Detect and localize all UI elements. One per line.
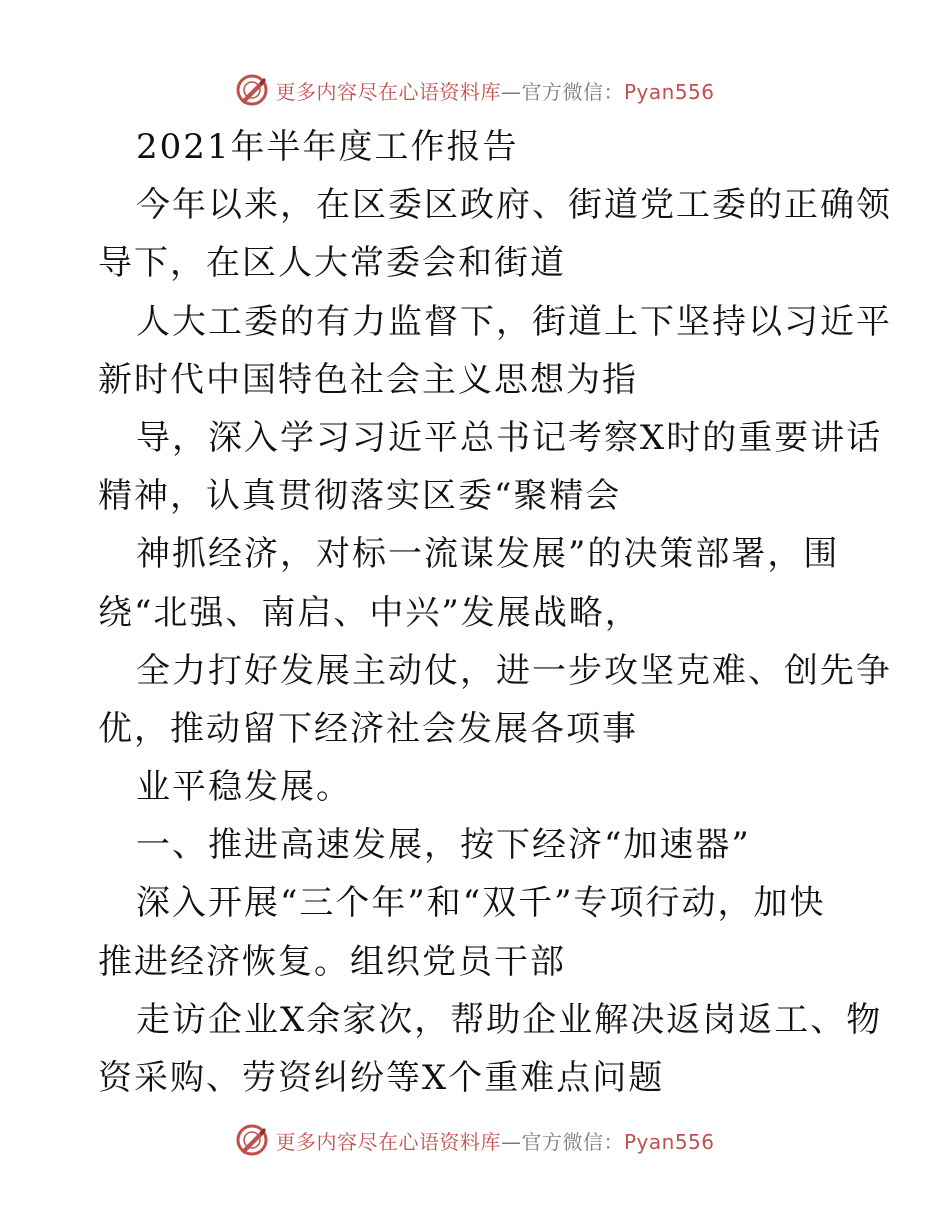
text-line: 人大工委的有力监督下，街道上下坚持以习近平: [136, 301, 892, 342]
text-line: 优，推动留下经济社会发展各项事: [98, 708, 638, 749]
pen-circle-logo-icon: [235, 73, 269, 107]
text-line: 推进经济恢复。组织党员干部: [98, 941, 566, 982]
footer-watermark: [0, 1120, 950, 1160]
text-line: 精神，认真贯彻落实区委“聚精会: [98, 476, 622, 517]
text-line: 今年以来，在区委区政府、街道党工委的正确领: [136, 185, 892, 226]
watermark-brand: 更多内容尽在心语资料库: [275, 79, 501, 104]
watermark-account: Pyan556: [623, 1129, 715, 1154]
watermark-brand: 更多内容尽在心语资料库: [275, 1129, 501, 1154]
text-line: 导，深入学习习近平总书记考察X时的重要讲话: [136, 417, 883, 458]
document-body: [98, 118, 892, 1107]
text-line: 资采购、劳资纠纷等X个重难点问题: [98, 1058, 665, 1098]
watermark-separator: —: [500, 79, 522, 104]
text-line: 全力打好发展主动仗，进一步攻坚克难、创先争: [136, 650, 892, 691]
section-heading: 一、推进高速发展，按下经济“加速器”: [136, 825, 751, 866]
text-line: 走访企业X余家次，帮助企业解决返岗返工、物: [136, 999, 883, 1040]
header-watermark: [0, 70, 950, 110]
watermark-official: 官方微信：: [521, 79, 624, 104]
watermark-account: Pyan556: [623, 79, 715, 104]
watermark-separator: —: [500, 1129, 522, 1154]
text-line: 导下，在区人大常委会和街道: [98, 243, 566, 284]
watermark-text: [275, 76, 714, 105]
document-title: 2021年半年度工作报告: [136, 127, 519, 167]
pen-circle-logo-icon: [235, 1123, 269, 1157]
text-line: 神抓经济，对标一流谋发展”的决策部署，围: [136, 534, 840, 575]
text-line: 深入开展“三个年”和“双千”专项行动，加快: [136, 883, 826, 924]
text-line: 绕“北强、南启、中兴”发展战略，: [98, 592, 641, 633]
watermark-official: 官方微信：: [521, 1129, 624, 1154]
text-line: 业平稳发展。: [136, 767, 352, 808]
text-line: 新时代中国特色社会主义思想为指: [98, 359, 638, 400]
watermark-text: [275, 1126, 714, 1155]
